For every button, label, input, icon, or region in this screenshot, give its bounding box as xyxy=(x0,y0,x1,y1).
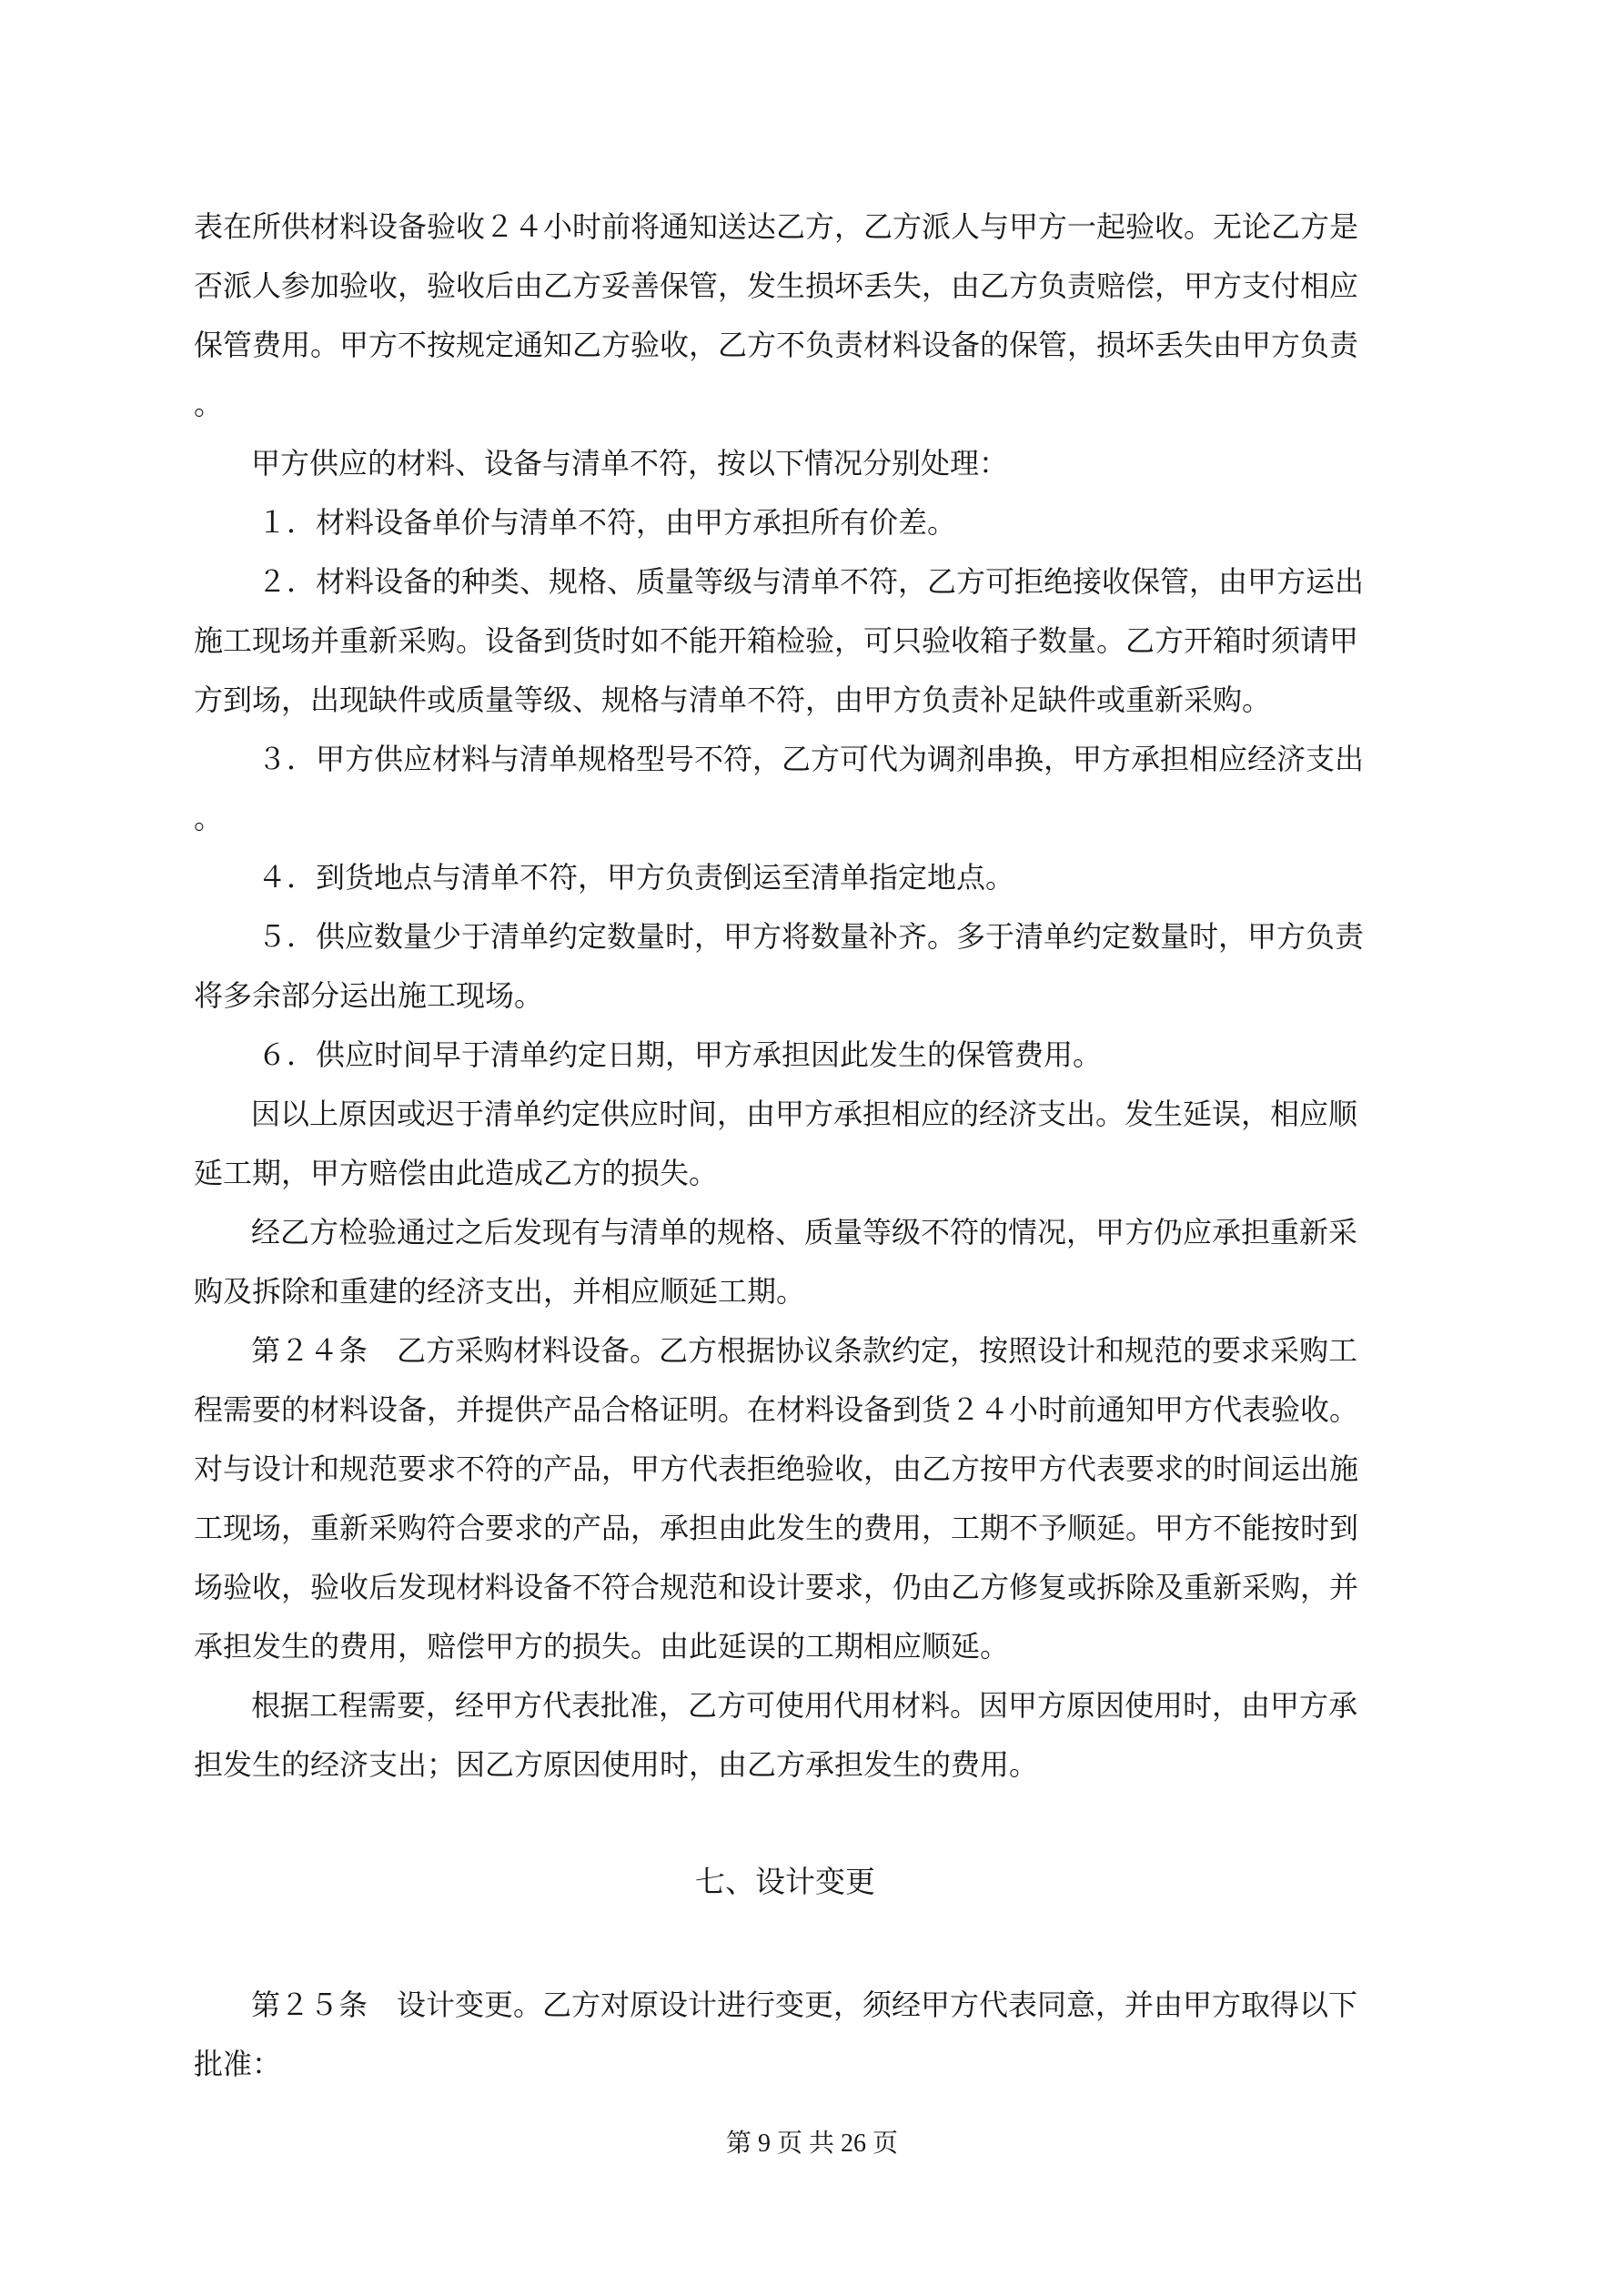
body-line-numbered-item: １．材料设备单价与清单不符，由甲方承担所有价差。 xyxy=(257,506,957,539)
body-line-numbered-item: ６．供应时间早于清单约定日期，甲方承担因此发生的保管费用。 xyxy=(257,1038,1103,1071)
body-line: 批准： xyxy=(194,2048,282,2080)
body-line: 承担发生的费用，赔偿甲方的损失。由此延误的工期相应顺延。 xyxy=(194,1630,1010,1663)
section-heading-design-change: 七、设计变更 xyxy=(695,1866,875,1899)
body-line: 方到场，出现缺件或质量等级、规格与清单不符，由甲方负责补足缺件或重新采购。 xyxy=(194,683,1272,716)
body-line: 延工期，甲方赔偿由此造成乙方的损失。 xyxy=(194,1157,719,1189)
body-line: 将多余部分运出施工现场。 xyxy=(194,979,544,1012)
body-line: 施工现场并重新采购。设备到货时如不能开箱检验，可只验收箱子数量。乙方开箱时须请甲 xyxy=(194,624,1359,657)
body-line: 。 xyxy=(194,802,224,834)
document-body xyxy=(194,197,1377,2094)
body-line-article-25: 第２５条 设计变更。乙方对原设计进行变更，须经甲方代表同意，并由甲方取得以下 xyxy=(251,1988,1358,2021)
body-line: 工现场，重新采购符合要求的产品，承担由此发生的费用，工期不予顺延。甲方不能按时到 xyxy=(194,1512,1359,1544)
body-line-numbered-item: ２．材料设备的种类、规格、质量等级与清单不符，乙方可拒绝接收保管，由甲方运出 xyxy=(257,565,1365,598)
body-line: 甲方供应的材料、设备与清单不符，按以下情况分别处理： xyxy=(251,447,1009,480)
body-line-numbered-item: ４．到货地点与清单不符，甲方负责倒运至清单指定地点。 xyxy=(257,861,1015,894)
body-line: 经乙方检验通过之后发现有与清单的规格、质量等级不符的情况，甲方仍应承担重新采 xyxy=(251,1216,1358,1249)
body-line: 保管费用。甲方不按规定通知乙方验收，乙方不负责材料设备的保管，损坏丢失由甲方负责 xyxy=(194,329,1359,361)
body-line: 场验收，验收后发现材料设备不符合规范和设计要求，仍由乙方修复或拆除及重新采购，并 xyxy=(194,1571,1359,1603)
body-line: 根据工程需要，经甲方代表批准，乙方可使用代用材料。因甲方原因使用时，由甲方承 xyxy=(251,1689,1358,1722)
body-line-numbered-item: ５．供应数量少于清单约定数量时，甲方将数量补齐。多于清单约定数量时，甲方负责 xyxy=(257,920,1365,953)
body-line: 程需要的材料设备，并提供产品合格证明。在材料设备到货２４小时前通知甲方代表验收。 xyxy=(194,1393,1359,1426)
page-number-label: 第 9 页 共 26 页 xyxy=(725,2129,898,2158)
body-line-article-24: 第２４条 乙方采购材料设备。乙方根据协议条款约定，按照设计和规范的要求采购工 xyxy=(251,1334,1358,1367)
page-footer xyxy=(0,2126,1624,2162)
body-line: 因以上原因或迟于清单约定供应时间，由甲方承担相应的经济支出。发生延误，相应顺 xyxy=(251,1097,1358,1130)
body-line: 担发生的经济支出；因乙方原因使用时，由乙方承担发生的费用。 xyxy=(194,1748,1039,1781)
body-line: 。 xyxy=(194,388,224,420)
body-line: 购及拆除和重建的经济支出，并相应顺延工期。 xyxy=(194,1275,806,1308)
body-line: 表在所供材料设备验收２４小时前将通知送达乙方，乙方派人与甲方一起验收。无论乙方是 xyxy=(194,210,1359,243)
body-line-numbered-item: ３．甲方供应材料与清单规格型号不符，乙方可代为调剂串换，甲方承担相应经济支出 xyxy=(257,743,1365,775)
body-line: 对与设计和规范要求不符的产品，甲方代表拒绝验收，由乙方按甲方代表要求的时间运出施 xyxy=(194,1452,1359,1485)
body-line: 否派人参加验收，验收后由乙方妥善保管，发生损坏丢失，由乙方负责赔偿，甲方支付相应 xyxy=(194,269,1359,302)
